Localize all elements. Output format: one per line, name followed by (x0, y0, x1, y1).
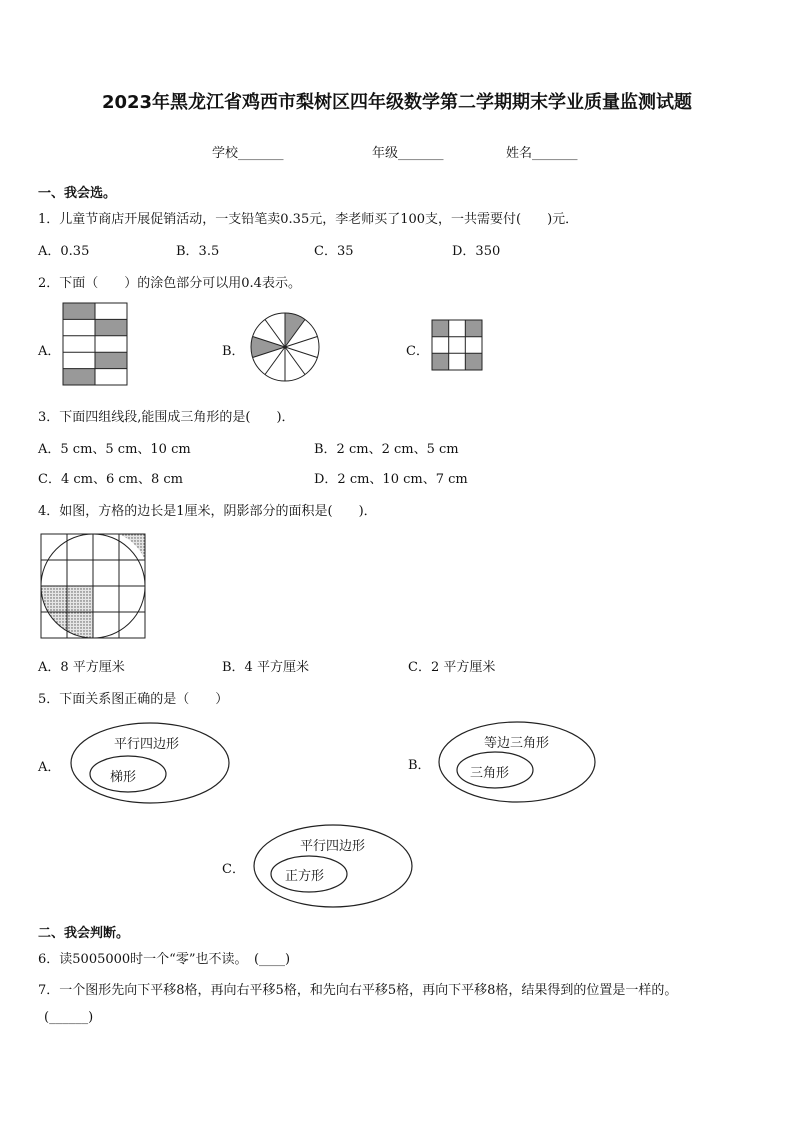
q1-option-a: A．0.35 (38, 244, 90, 259)
q3-option-c: C．4 cm、6 cm、8 cm (38, 472, 183, 487)
q5-label-c: C． (222, 862, 245, 877)
q5-c-outer-label: 平行四边形 (300, 839, 366, 854)
question-4: 4．如图，方格的边长是1厘米，阴影部分的面积是( )． (38, 504, 377, 519)
q5-label-a: A． (38, 760, 61, 775)
q2-figure-c-grid (432, 320, 484, 372)
q4-option-b: B．4 平方厘米 (222, 660, 309, 675)
q3-option-b: B．2 cm、2 cm、5 cm (314, 442, 459, 457)
q2-label-a: A． (38, 344, 61, 359)
q1-option-b: B．3.5 (176, 244, 220, 259)
q5-a-inner-label: 梯形 (110, 770, 137, 785)
q2-figure-b-circle (250, 312, 320, 382)
q5-b-outer-label: 等边三角形 (484, 736, 550, 751)
q2-figure-a-grid (63, 303, 129, 387)
question-2: 2．下面（ ）的涂色部分可以用0.4表示。 (38, 276, 301, 291)
name-field: 姓名_______ (506, 146, 578, 161)
q2-label-b: B． (222, 344, 245, 359)
q5-label-b: B． (408, 758, 431, 773)
q2-label-c: C． (406, 344, 429, 359)
q4-option-a: A．8 平方厘米 (38, 660, 125, 675)
question-3: 3．下面四组线段,能围成三角形的是( )． (38, 410, 295, 425)
section-1-heading: 一、我会选。 (38, 186, 117, 201)
question-7: 7．一个图形先向下平移8格，再向右平移5格，和先向右平移5格，再向下平移8格，结果得到的位置是一样的。 (38, 983, 678, 998)
page-title: 2023年黑龙江省鸡西市梨树区四年级数学第二学期期末学业质量监测试题 (101, 92, 693, 113)
question-5: 5．下面关系图正确的是（ ） (38, 692, 229, 707)
question-6: 6．读5005000时一个“零”也不读。 (____) (38, 952, 291, 967)
q4-figure-grid-circle (41, 534, 147, 640)
q5-b-inner-label: 三角形 (470, 766, 510, 781)
school-field: 学校_______ (212, 146, 284, 161)
q5-c-inner-label: 正方形 (285, 869, 325, 884)
q3-option-a: A．5 cm、5 cm、10 cm (38, 442, 191, 457)
q1-option-c: C．35 (314, 244, 354, 259)
grade-field: 年级_______ (372, 146, 444, 161)
question-1: 1．儿童节商店开展促销活动，一支铅笔卖0.35元，李老师买了100支，一共需要付( )元． (38, 212, 579, 227)
q4-option-c: C．2 平方厘米 (408, 660, 496, 675)
q7-answer-blank: (______) (44, 1010, 94, 1025)
q3-option-d: D．2 cm、10 cm、7 cm (314, 472, 468, 487)
q1-option-d: D．350 (452, 244, 501, 259)
q5-a-outer-label: 平行四边形 (114, 737, 180, 752)
section-2-heading: 二、我会判断。 (38, 926, 130, 941)
